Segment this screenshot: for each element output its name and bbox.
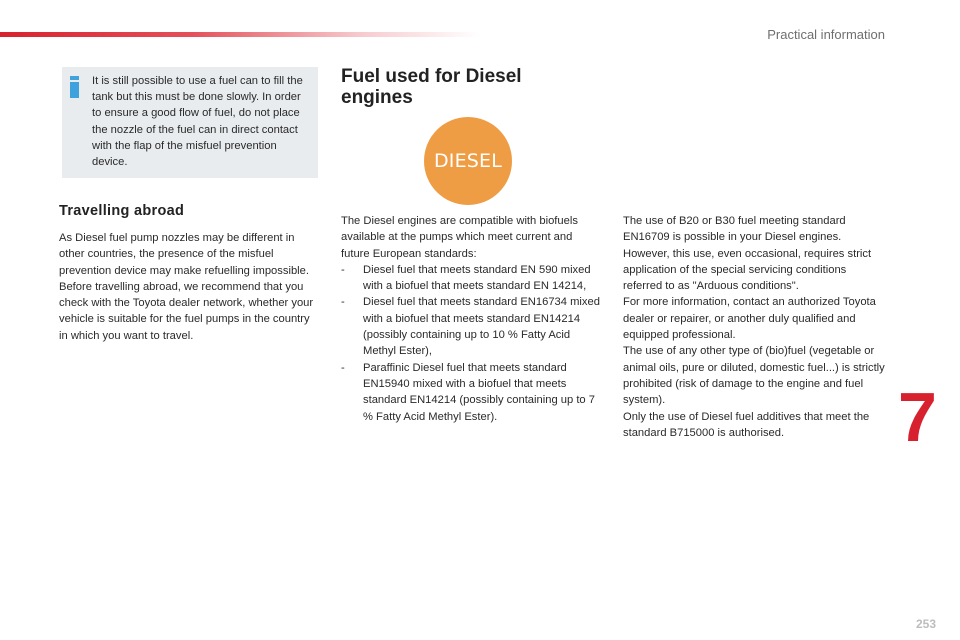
header-accent-bar xyxy=(0,32,480,37)
list-item-text: Paraffinic Diesel fuel that meets standard EN15940 mixed with a biofuel that meets standard EN14214 (possibly containing up to 7 % Fatty Acid Methyl Ester). xyxy=(363,361,595,423)
list-item xyxy=(341,360,603,425)
page-number: 253 xyxy=(915,617,936,631)
list-item-text: Diesel fuel that meets standard EN 590 mixed with a biofuel that meets standard EN 14214, xyxy=(363,263,591,293)
diesel-usage-paragraph: The use of B20 or B30 fuel meeting standard EN16709 is possible in your Diesel engines. However, this use, even occasional, requires strict application of the special servicing conditions referred to as "Arduous conditions". xyxy=(623,215,872,293)
section-title: Practical information xyxy=(767,27,885,42)
list-item xyxy=(341,262,603,295)
diesel-intro: The Diesel engines are compatible with biofuels available at the pumps which meet current and future European standards: xyxy=(341,215,578,260)
diesel-usage-paragraph: Only the use of Diesel fuel additives that meet the standard B715000 is authorised. xyxy=(623,410,870,439)
list-item xyxy=(341,294,603,359)
travelling-abroad-body xyxy=(59,230,317,344)
list-dash: - xyxy=(341,263,345,276)
diesel-usage-paragraph: The use of any other type of (bio)fuel (vegetable or animal oils, pure or diluted, domestic fuel...) is strictly prohibited (risk of damage to the engine and fuel system). xyxy=(623,345,885,407)
info-note xyxy=(62,67,318,178)
travelling-abroad-paragraph: Before travelling abroad, we recommend that you check with the Toyota dealer network, whether your vehicle is suitable for the fuel pumps in the country in which you want to travel. xyxy=(59,280,314,342)
travelling-abroad-heading: Travelling abroad xyxy=(59,203,185,219)
chapter-number: 7 xyxy=(898,378,937,456)
diesel-badge-icon xyxy=(424,117,512,205)
diesel-usage-paragraph: For more information, contact an authorized Toyota dealer or repairer, or another duly qualified and equipped professional. xyxy=(623,296,876,342)
info-note-text: It is still possible to use a fuel can to fill the tank but this must be done slowly. In order to ensure a good flow of fuel, do not place the nozzle of the fuel can in direct contact with the flap of the misfuel prevention device. xyxy=(92,75,303,169)
list-item-text: Diesel fuel that meets standard EN16734 mixed with a biofuel that meets standard EN14214 (possibly containing up to 10 % Fatty Acid Methyl Ester), xyxy=(363,296,600,358)
diesel-usage-column xyxy=(623,213,885,441)
diesel-compatibility-column xyxy=(341,213,603,425)
diesel-badge-label: DIESEL xyxy=(433,150,503,172)
list-dash: - xyxy=(341,361,345,374)
diesel-section-heading: Fuel used for Diesel engines xyxy=(341,66,522,108)
list-dash: - xyxy=(341,296,345,309)
travelling-abroad-paragraph: As Diesel fuel pump nozzles may be different in other countries, the presence of the misfuel prevention device may make refuelling impossible. xyxy=(59,232,309,277)
info-icon xyxy=(68,76,81,98)
